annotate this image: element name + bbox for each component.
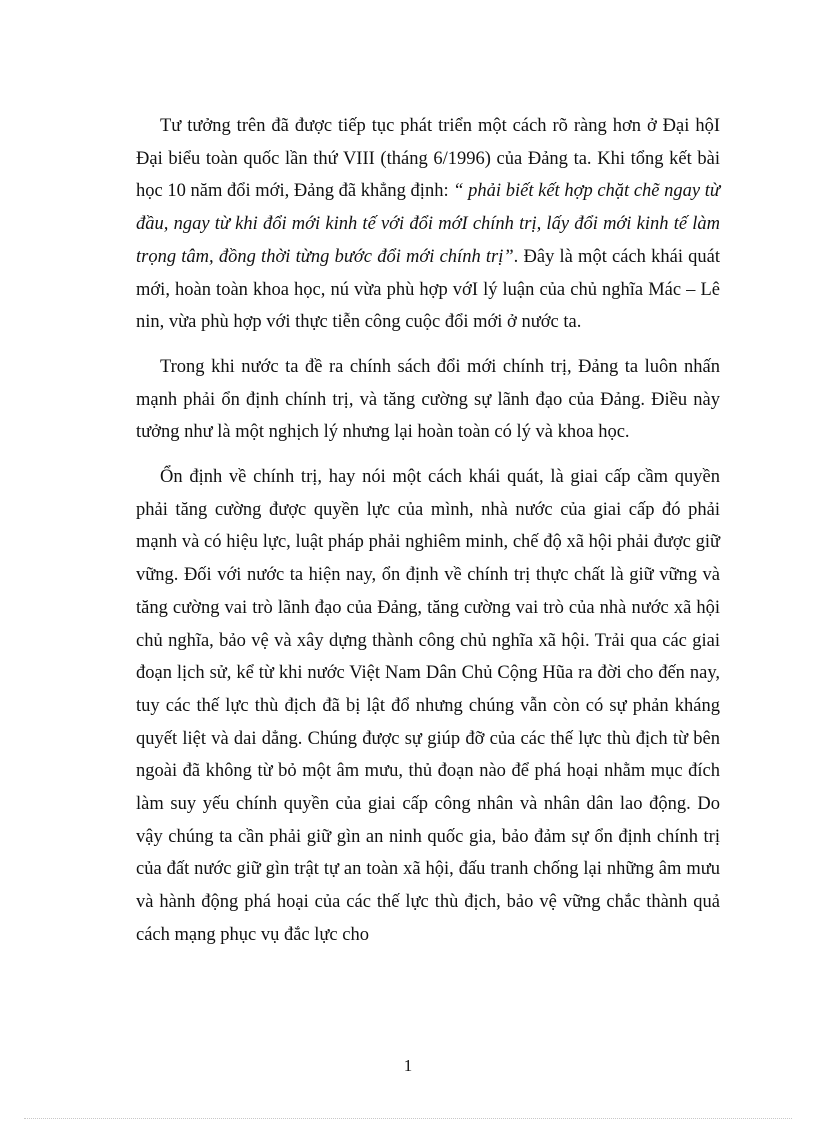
party-quote: “ phải biết kết hợp chặt chẽ ngay từ đầu, ngay từ khi đổi mới kinh tế với đổi mớI chính trị, lấy đổi mới kinh tế làm trọng tâm, đồng thời từng bước đổi mới chính trị” <box>136 181 720 267</box>
paragraph-2: Trong khi nước ta đề ra chính sách đổi mới chính trị, Đảng ta luôn nhấn mạnh phải ổn định chính trị, và tăng cường sự lãnh đạo của Đảng. Điều này tưởng như là một nghịch lý nhưng lại hoàn toàn có lý và khoa học. <box>136 356 720 443</box>
page-number: 1 <box>403 1056 413 1075</box>
paragraph-1-intro: Tư tưởng trên đã được tiếp tục phát triển một cách rõ ràng hơn ở Đại hộI Đại biểu toàn quốc lần thứ VIII (tháng 6/1996) của Đảng ta. Khi tổng kết bài học 10 năm đổi mới, Đảng đã khẳng định: <box>136 116 720 202</box>
paragraph-1 <box>136 110 720 339</box>
page-bottom-edge <box>24 1118 792 1119</box>
paragraph-3: Ổn định về chính trị, hay nói một cách khái quát, là giai cấp cầm quyền phải tăng cường được quyền lực của mình, nhà nước của giai cấp đó phải mạnh và có hiệu lực, luật pháp phải nghiêm minh, chế độ xã hội phải được giữ vững. Đối với nước ta hiện nay, ổn định về chính trị thực chất là giữ vững và tăng cường vai trò lãnh đạo của Đảng, tăng cường vai trò của nhà nước xã hội chủ nghĩa, bảo vệ và xây dựng thành công chủ nghĩa xã hội. Trải qua các giai đoạn lịch sử, kể từ khi nước Việt Nam Dân Chủ Cộng Hũa ra đời cho đến nay, tuy các thế lực thù địch đã bị lật đổ nhưng chúng vẫn còn có sự phản kháng quyết liệt và dai dẳng. Chúng được sự giúp đỡ của các thế lực thù địch từ bên ngoài đã không từ bỏ một âm mưu, thủ đoạn nào để phá hoại nhằm mục đích làm suy yếu chính quyền của giai cấp công nhân và nhân dân lao động. Do vậy chúng ta cần phải giữ gìn an ninh quốc gia, bảo đảm sự ổn định chính trị của đất nước giữ gìn trật tự an toàn xã hội, đấu tranh chống lại những âm mưu và hành động phá hoại của các thế lực thù địch, bảo vệ vững chắc thành quả cách mạng phục vụ đắc lực cho <box>136 467 720 945</box>
paragraph-1-conclusion: . Đây là một cách khái quát mới, hoàn toàn khoa học, nú vừa phù hợp vớI lý luận của chủ nghĩa Mác – Lê nin, vừa phù hợp với thực tiễn công cuộc đổi mới ở nước ta. <box>136 246 721 333</box>
body-text <box>136 110 720 964</box>
